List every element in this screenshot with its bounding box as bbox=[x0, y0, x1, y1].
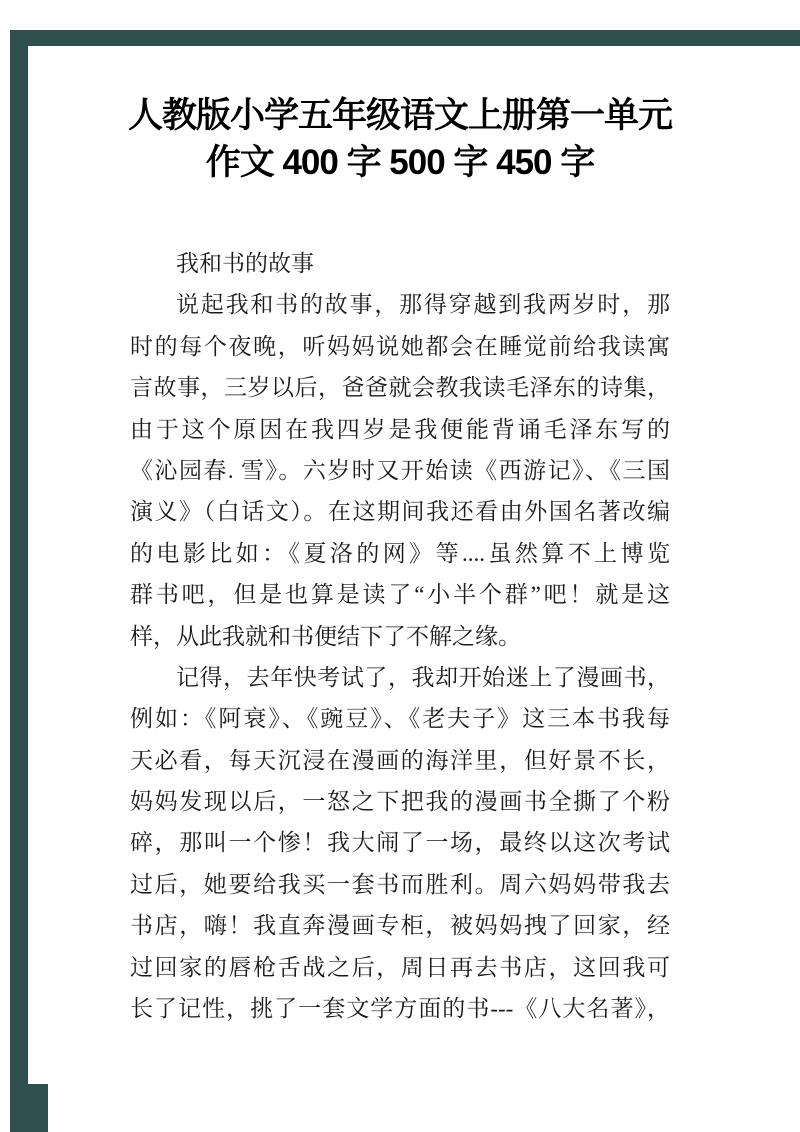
body-text-line: 的电影比如：《夏洛的网》等....虽然算不上博览 bbox=[130, 540, 670, 566]
body-text-line: 样，从此我就和书便结下了不解之缘。 bbox=[130, 623, 521, 649]
body-text-line: 天必看，每天沉浸在漫画的海洋里，但好景不长， bbox=[130, 747, 670, 773]
body-text-line: 过后，她要给我买一套书而胜利。周六妈妈带我去 bbox=[130, 871, 670, 897]
body-text-line: 《沁园春. 雪》。六岁时又开始读《西游记》、《三国 bbox=[130, 457, 670, 483]
body-text-line: 长了记性，挑了一套文学方面的书---《八大名著》， bbox=[130, 996, 670, 1022]
body-text-line: 演义》（白话文）。在这期间我还看由外国名著改编 bbox=[130, 499, 670, 525]
top-border-bar bbox=[10, 30, 800, 46]
body-text-line: 过回家的唇枪舌战之后，周日再去书店，这回我可 bbox=[130, 954, 670, 980]
document-title-line-1: 人教版小学五年级语文上册第一单元 bbox=[127, 96, 672, 135]
body-text-line: 群书吧，但是也算是读了“小半个群”吧！就是这 bbox=[130, 582, 670, 608]
body-text-line: 碎，那叫一个惨！我大闹了一场，最终以这次考试 bbox=[130, 830, 670, 856]
document-title-line-2: 作文 400 字 500 字 450 字 bbox=[205, 143, 595, 182]
left-border-bar bbox=[10, 30, 28, 1132]
body-text-line: 时的每个夜晚，听妈妈说她都会在睡觉前给我读寓 bbox=[130, 333, 670, 359]
bottom-left-corner-block bbox=[10, 1084, 48, 1132]
body-text-line: 由于这个原因在我四岁是我便能背诵毛泽东写的 bbox=[130, 416, 670, 442]
document-title bbox=[40, 92, 760, 186]
body-text-line: 言故事，三岁以后，爸爸就会教我读毛泽东的诗集， bbox=[130, 375, 670, 401]
body-text-line: 妈妈发现以后，一怒之下把我的漫画书全撕了个粉 bbox=[130, 789, 670, 815]
body-text-line: 我和书的故事 bbox=[176, 251, 314, 276]
document-body bbox=[130, 243, 670, 1029]
body-text-line: 书店，嗨！我直奔漫画专柜，被妈妈拽了回家，经 bbox=[130, 913, 670, 939]
body-text-line: 例如：《阿衰》、《豌豆》、《老夫子》这三本书我每 bbox=[130, 706, 670, 732]
body-text-line: 记得，去年快考试了，我却开始迷上了漫画书， bbox=[176, 664, 670, 690]
body-text-line: 说起我和书的故事，那得穿越到我两岁时，那 bbox=[176, 292, 670, 318]
